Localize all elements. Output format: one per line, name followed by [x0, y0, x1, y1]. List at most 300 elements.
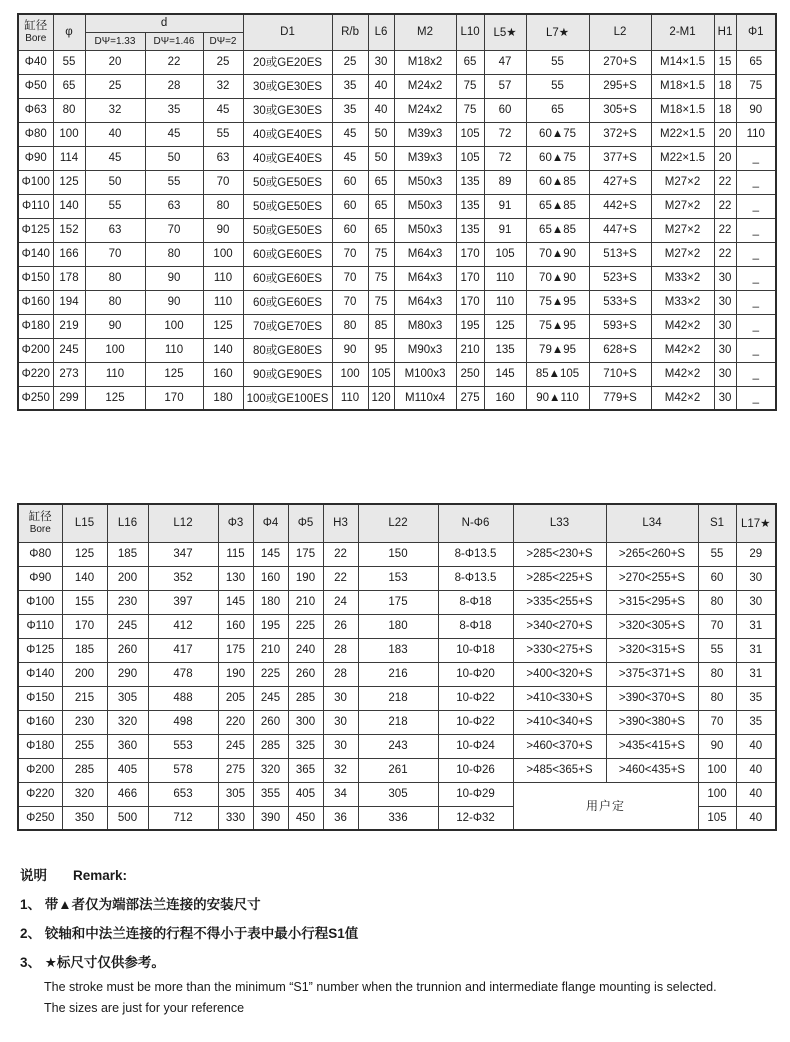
- table-cell: 50: [368, 122, 394, 146]
- table-cell: 185: [62, 638, 107, 662]
- table-cell: 60或GE60ES: [243, 266, 332, 290]
- row-header-cell: Φ63: [18, 98, 53, 122]
- table-row: [18, 542, 776, 566]
- table-cell: 110: [332, 386, 368, 410]
- table-cell: _: [736, 266, 776, 290]
- table-cell: 18: [714, 98, 736, 122]
- table-cell: 180: [358, 614, 438, 638]
- table-cell: 285: [62, 758, 107, 782]
- remark-note-en-1: The stroke must be more than the minimum “S1” number when the trunnion and intermediate flange mounting is selected.: [44, 980, 717, 994]
- table-cell: M50x3: [394, 194, 456, 218]
- table-cell: M42×2: [651, 362, 714, 386]
- table-cell: 125: [203, 314, 243, 338]
- table-cell: 60: [332, 170, 368, 194]
- table-cell: 80或GE80ES: [243, 338, 332, 362]
- table-cell: 160: [203, 362, 243, 386]
- table-cell: 305+S: [589, 98, 651, 122]
- table-cell: 195: [253, 614, 288, 638]
- table-cell: 295+S: [589, 74, 651, 98]
- row-header-cell: Φ160: [18, 710, 62, 734]
- table-cell: >320<315+S: [606, 638, 698, 662]
- table-cell: 47: [484, 50, 526, 74]
- table-cell: 75: [456, 98, 484, 122]
- table-cell: 70: [332, 242, 368, 266]
- table-cell: 100: [145, 314, 203, 338]
- table-cell: 89: [484, 170, 526, 194]
- table-cell: 166: [53, 242, 85, 266]
- table-cell: 216: [358, 662, 438, 686]
- table-cell: 135: [484, 338, 526, 362]
- bore-label-en: Bore: [25, 33, 47, 45]
- table-cell: 210: [253, 638, 288, 662]
- table-cell: 90: [698, 734, 736, 758]
- col-header-phi1: Φ1: [736, 14, 776, 50]
- table-cell: 712: [148, 806, 218, 830]
- remark-item-2: 2、 铰轴和中法兰连接的行程不得小于表中最小行程S1值: [20, 926, 359, 941]
- table-row: [18, 638, 776, 662]
- table-cell: M18x2: [394, 50, 456, 74]
- table-cell: 110: [85, 362, 145, 386]
- table-cell: 160: [253, 566, 288, 590]
- table-cell: 30: [714, 362, 736, 386]
- row-header-cell: Φ100: [18, 170, 53, 194]
- table-cell: 150: [358, 542, 438, 566]
- table-cell: >335<255+S: [513, 590, 606, 614]
- table-cell: >460<435+S: [606, 758, 698, 782]
- table-cell: M64x3: [394, 290, 456, 314]
- table-cell: 32: [203, 74, 243, 98]
- bore-label-cn: 缸径: [24, 19, 48, 32]
- table-row: [18, 98, 776, 122]
- table-cell: 190: [288, 566, 323, 590]
- table-cell: 55: [203, 122, 243, 146]
- table-cell: 178: [53, 266, 85, 290]
- table-cell: 60: [332, 218, 368, 242]
- table-cell: 22: [714, 218, 736, 242]
- table-cell: 145: [253, 542, 288, 566]
- table-cell: 30: [714, 266, 736, 290]
- table-cell: _: [736, 146, 776, 170]
- table-cell: 135: [456, 194, 484, 218]
- table-cell: >400<320+S: [513, 662, 606, 686]
- table-cell: 105: [698, 806, 736, 830]
- table-cell: 105: [456, 122, 484, 146]
- table-cell: 320: [107, 710, 148, 734]
- table-row: [18, 758, 776, 782]
- bore-label-en: Bore: [29, 524, 51, 536]
- table-cell: >315<295+S: [606, 590, 698, 614]
- remark-note-en-2: The sizes are just for your reference: [44, 1001, 245, 1015]
- table-cell: 25: [203, 50, 243, 74]
- col-header-l16: L16: [107, 504, 148, 542]
- table-cell: 40: [736, 758, 776, 782]
- table-cell: 75: [368, 290, 394, 314]
- table-cell: M33×2: [651, 266, 714, 290]
- table-cell: 125: [85, 386, 145, 410]
- col-header-l2: L2: [589, 14, 651, 50]
- table-cell: 110: [203, 290, 243, 314]
- table-cell: 114: [53, 146, 85, 170]
- table-cell: 30: [368, 50, 394, 74]
- table-cell: 299: [53, 386, 85, 410]
- table-cell: 110: [736, 122, 776, 146]
- table-cell: 31: [736, 614, 776, 638]
- row-header-cell: Φ180: [18, 314, 53, 338]
- table-cell: 29: [736, 542, 776, 566]
- table-cell: 75: [736, 74, 776, 98]
- table-cell: M33×2: [651, 290, 714, 314]
- table-cell: M24x2: [394, 74, 456, 98]
- table-cell: >460<370+S: [513, 734, 606, 758]
- table-cell: 377+S: [589, 146, 651, 170]
- table-cell: 593+S: [589, 314, 651, 338]
- remarks-title-cn: 说明: [20, 868, 47, 883]
- table-cell: 80: [145, 242, 203, 266]
- table-cell: 120: [368, 386, 394, 410]
- col-header-d-psi-2: DΨ=2: [203, 32, 243, 50]
- table-cell: >340<270+S: [513, 614, 606, 638]
- table-cell: 219: [53, 314, 85, 338]
- table-cell: 72: [484, 146, 526, 170]
- row-header-cell: Φ250: [18, 806, 62, 830]
- table-cell: 347: [148, 542, 218, 566]
- row-header-cell: Φ150: [18, 266, 53, 290]
- col-header-d-group: d: [85, 14, 243, 32]
- table-cell: 170: [456, 242, 484, 266]
- table-cell: M39x3: [394, 122, 456, 146]
- table-cell: 32: [85, 98, 145, 122]
- table-cell: 40: [368, 74, 394, 98]
- table-cell: M27×2: [651, 218, 714, 242]
- table-cell: 523+S: [589, 266, 651, 290]
- col-header-phi5: Φ5: [288, 504, 323, 542]
- table-cell: 80: [698, 686, 736, 710]
- table-cell: 185: [107, 542, 148, 566]
- table-cell: 273: [53, 362, 85, 386]
- table-row: [18, 74, 776, 98]
- table-cell: 405: [288, 782, 323, 806]
- table-cell: 200: [107, 566, 148, 590]
- table-cell: 135: [456, 218, 484, 242]
- table-cell: 285: [253, 734, 288, 758]
- table-row: [18, 218, 776, 242]
- col-header-d1: D1: [243, 14, 332, 50]
- col-header-l5: L5★: [484, 14, 526, 50]
- table-cell: 30或GE30ES: [243, 74, 332, 98]
- table-cell: 365: [288, 758, 323, 782]
- spacer: [17, 411, 775, 503]
- row-header-cell: Φ110: [18, 194, 53, 218]
- col-header-rb: R/b: [332, 14, 368, 50]
- row-header-cell: Φ220: [18, 362, 53, 386]
- col-header-l6: L6: [368, 14, 394, 50]
- table-cell: 225: [253, 662, 288, 686]
- table-cell: 225: [288, 614, 323, 638]
- row-header-cell: Φ220: [18, 782, 62, 806]
- table-cell: 255: [62, 734, 107, 758]
- table-cell: 130: [218, 566, 253, 590]
- table-cell: 90或GE90ES: [243, 362, 332, 386]
- table-cell: M64x3: [394, 242, 456, 266]
- table-cell: 30: [323, 734, 358, 758]
- table-cell: 285: [288, 686, 323, 710]
- table-cell: >390<380+S: [606, 710, 698, 734]
- table-cell: M27×2: [651, 242, 714, 266]
- col-header-phi4: Φ4: [253, 504, 288, 542]
- table-cell: 70: [332, 266, 368, 290]
- table-cell: 578: [148, 758, 218, 782]
- table-cell: >435<415+S: [606, 734, 698, 758]
- table-cell: 65: [526, 98, 589, 122]
- table-cell: 50: [368, 146, 394, 170]
- cylinder-dimensions-table-2: [17, 503, 777, 831]
- table-cell: 90: [736, 98, 776, 122]
- table-cell: 175: [288, 542, 323, 566]
- table-row: [18, 566, 776, 590]
- table-cell: 40或GE40ES: [243, 146, 332, 170]
- table-cell: 270+S: [589, 50, 651, 74]
- table-cell: 70: [145, 218, 203, 242]
- table-cell: 170: [145, 386, 203, 410]
- table-cell: 190: [218, 662, 253, 686]
- table-cell: 8-Φ13.5: [438, 566, 513, 590]
- table-cell: 153: [358, 566, 438, 590]
- remarks-title-en: Remark:: [73, 868, 128, 883]
- table-cell: 175: [358, 590, 438, 614]
- row-header-cell: Φ140: [18, 662, 62, 686]
- table-cell: 80: [85, 290, 145, 314]
- table-cell: >265<260+S: [606, 542, 698, 566]
- table-row: [18, 590, 776, 614]
- table-cell: 305: [218, 782, 253, 806]
- table-cell: 65: [368, 170, 394, 194]
- table-cell: 72: [484, 122, 526, 146]
- table-cell: 31: [736, 638, 776, 662]
- table-cell: 80: [698, 590, 736, 614]
- table-cell: 115: [218, 542, 253, 566]
- table-cell: 417: [148, 638, 218, 662]
- table-cell: 135: [456, 170, 484, 194]
- bore-label-cn: 缸径: [28, 510, 52, 523]
- table-cell: M50x3: [394, 218, 456, 242]
- table-cell: 30: [714, 386, 736, 410]
- table-row: [18, 734, 776, 758]
- table-cell: M22×1.5: [651, 146, 714, 170]
- table-cell: 8-Φ18: [438, 614, 513, 638]
- table-row: [18, 362, 776, 386]
- table-cell: 30: [736, 566, 776, 590]
- table-cell: 100: [332, 362, 368, 386]
- table-cell: 22: [323, 566, 358, 590]
- table-cell: 34: [323, 782, 358, 806]
- table-cell: 91: [484, 194, 526, 218]
- table-cell: 125: [62, 542, 107, 566]
- table-cell: >390<370+S: [606, 686, 698, 710]
- row-header-cell: Φ100: [18, 590, 62, 614]
- table-cell: >330<275+S: [513, 638, 606, 662]
- table-cell: 65: [53, 74, 85, 98]
- table-cell: 63: [145, 194, 203, 218]
- table2-header: [18, 504, 776, 542]
- table-cell: 50或GE50ES: [243, 194, 332, 218]
- table-cell: _: [736, 362, 776, 386]
- table-cell: _: [736, 386, 776, 410]
- table-cell: 28: [323, 662, 358, 686]
- col-header-l17: L17★: [736, 504, 776, 542]
- table-cell: 325: [288, 734, 323, 758]
- table-row: [18, 242, 776, 266]
- table-cell: 35: [332, 74, 368, 98]
- col-header-phi3: Φ3: [218, 504, 253, 542]
- table-cell: 170: [456, 290, 484, 314]
- col-header-h3: H3: [323, 504, 358, 542]
- table-cell: 710+S: [589, 362, 651, 386]
- table-cell: 18: [714, 74, 736, 98]
- row-header-cell: Φ90: [18, 566, 62, 590]
- table-cell: 466: [107, 782, 148, 806]
- remarks-section: [17, 864, 775, 1015]
- table-cell: 90: [332, 338, 368, 362]
- table-cell: 55: [698, 638, 736, 662]
- table-cell: >485<365+S: [513, 758, 606, 782]
- row-header-cell: Φ40: [18, 50, 53, 74]
- table-cell: 215: [62, 686, 107, 710]
- table-cell: 105: [484, 242, 526, 266]
- table-cell: 20或GE20ES: [243, 50, 332, 74]
- table-cell: 55: [53, 50, 85, 74]
- table-cell: 28: [145, 74, 203, 98]
- table-cell: 22: [323, 542, 358, 566]
- table-cell: 140: [53, 194, 85, 218]
- col-header-m2: M2: [394, 14, 456, 50]
- table-cell: 55: [698, 542, 736, 566]
- table-cell: 75: [456, 74, 484, 98]
- table-cell: 63: [203, 146, 243, 170]
- table-cell: 30: [323, 710, 358, 734]
- remarks-title: [20, 864, 775, 884]
- table-cell: 40: [368, 98, 394, 122]
- table-cell: 90▲110: [526, 386, 589, 410]
- table-cell: 405: [107, 758, 148, 782]
- table-row: [18, 614, 776, 638]
- row-header-cell: Φ140: [18, 242, 53, 266]
- col-header-l7: L7★: [526, 14, 589, 50]
- table-cell: 30: [736, 590, 776, 614]
- table-cell: 330: [218, 806, 253, 830]
- row-header-cell: Φ80: [18, 542, 62, 566]
- table-row: [18, 710, 776, 734]
- table-cell: 140: [203, 338, 243, 362]
- merged-user-defined-cell: 用户定: [513, 782, 698, 830]
- table-cell: M42×2: [651, 386, 714, 410]
- row-header-cell: Φ125: [18, 638, 62, 662]
- table-cell: 397: [148, 590, 218, 614]
- table-cell: 55: [85, 194, 145, 218]
- table-cell: 352: [148, 566, 218, 590]
- table-cell: 779+S: [589, 386, 651, 410]
- table-cell: 91: [484, 218, 526, 242]
- table-cell: 100: [698, 758, 736, 782]
- row-header-cell: Φ50: [18, 74, 53, 98]
- table-cell: 8-Φ13.5: [438, 542, 513, 566]
- table-cell: 50: [85, 170, 145, 194]
- table-cell: 70: [698, 614, 736, 638]
- table-cell: 80: [203, 194, 243, 218]
- table-cell: M27×2: [651, 170, 714, 194]
- table-cell: 175: [218, 638, 253, 662]
- table-cell: _: [736, 290, 776, 314]
- table-cell: 100: [85, 338, 145, 362]
- table-cell: 240: [288, 638, 323, 662]
- table-cell: 220: [218, 710, 253, 734]
- table-cell: 160: [484, 386, 526, 410]
- table-row: [18, 266, 776, 290]
- table-cell: 125: [484, 314, 526, 338]
- table-cell: 12-Φ32: [438, 806, 513, 830]
- table-cell: 140: [62, 566, 107, 590]
- table-row: [18, 782, 776, 806]
- table-cell: 70: [203, 170, 243, 194]
- table-cell: 105: [368, 362, 394, 386]
- col-header-l34: L34: [606, 504, 698, 542]
- table-cell: 180: [203, 386, 243, 410]
- table-cell: 45: [85, 146, 145, 170]
- table-cell: 261: [358, 758, 438, 782]
- table-cell: 260: [253, 710, 288, 734]
- table-cell: 8-Φ18: [438, 590, 513, 614]
- table-cell: 245: [107, 614, 148, 638]
- table-cell: 79▲95: [526, 338, 589, 362]
- table-cell: 63: [85, 218, 145, 242]
- table-cell: 553: [148, 734, 218, 758]
- row-header-cell: Φ150: [18, 686, 62, 710]
- table-cell: 513+S: [589, 242, 651, 266]
- table-cell: 20: [714, 146, 736, 170]
- table-cell: _: [736, 170, 776, 194]
- table-cell: 60或GE60ES: [243, 242, 332, 266]
- table-cell: _: [736, 242, 776, 266]
- table-cell: 70: [85, 242, 145, 266]
- table-cell: 65: [368, 218, 394, 242]
- row-header-cell: Φ110: [18, 614, 62, 638]
- table-cell: >410<330+S: [513, 686, 606, 710]
- cylinder-dimensions-table-1: [17, 13, 777, 411]
- row-header-cell: Φ160: [18, 290, 53, 314]
- table-cell: 90: [203, 218, 243, 242]
- table2-body: [18, 542, 776, 830]
- table-cell: 200: [62, 662, 107, 686]
- table-cell: 50或GE50ES: [243, 218, 332, 242]
- table-cell: 10-Φ26: [438, 758, 513, 782]
- col-header-l22: L22: [358, 504, 438, 542]
- table-cell: 25: [332, 50, 368, 74]
- table-cell: _: [736, 218, 776, 242]
- table-cell: 90: [145, 290, 203, 314]
- table-cell: 160: [218, 614, 253, 638]
- table-cell: 31: [736, 662, 776, 686]
- table-cell: M18×1.5: [651, 74, 714, 98]
- table-cell: M100x3: [394, 362, 456, 386]
- table-cell: 170: [456, 266, 484, 290]
- table-cell: 205: [218, 686, 253, 710]
- table1-body: [18, 50, 776, 410]
- table-cell: 300: [288, 710, 323, 734]
- table-cell: 60▲75: [526, 122, 589, 146]
- table1-header: [18, 14, 776, 50]
- table-cell: 628+S: [589, 338, 651, 362]
- table-row: [18, 314, 776, 338]
- table-cell: >375<371+S: [606, 662, 698, 686]
